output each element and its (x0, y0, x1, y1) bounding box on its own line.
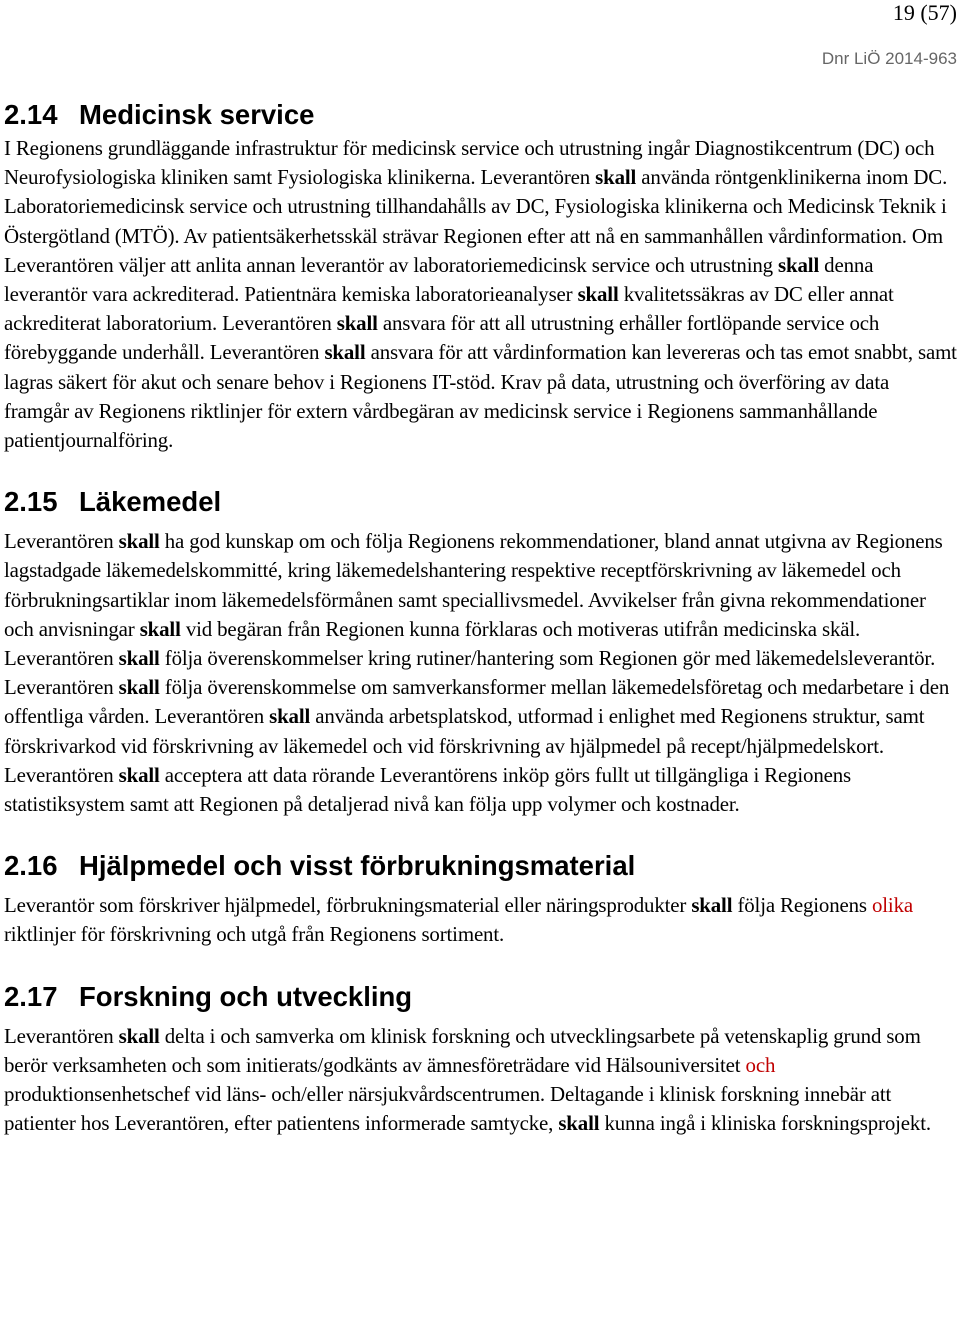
highlighted-text: och (745, 1052, 776, 1077)
paragraph-text: använda röntgenklinikerna inom DC. Laboratoriemedicinsk service och utrustning tillhandahålls av DC, Fysiologiska klinikerna och Medicinsk Teknik i Östergötland (MTÖ). Av patientsäkerhetsskäl strävar Regionen efter att nå en sammanhållen vårdinformation. Om Leverantören väljer att anlita annan leverantör av laboratoriemedicinsk service och utrustning (4, 165, 948, 277)
emphasis-text: skall (558, 1111, 600, 1136)
paragraph-text: I Regionens grundläggande infrastruktur för medicinsk service och utrustning ingår Diagnostikcentrum (DC) och Neurofysiologiska kliniken samt Fysiologiska klinikerna. Leverantören (4, 136, 935, 190)
emphasis-text: skall (577, 282, 619, 307)
section-paragraph (4, 1022, 958, 1139)
emphasis-text: skall (778, 252, 820, 277)
paragraph-text: använda arbetsplatskod, utformad i enlighet med Regionens struktur, samt förskrivarkod vid förskrivning av läkemedel och vid förskrivning av hjälpmedel på recept/hjälpmedelskort. Leverantören (4, 704, 925, 787)
emphasis-text: skall (118, 762, 160, 787)
section-title: Forskning och utveckling (79, 980, 413, 1012)
document-reference: Dnr LiÖ 2014-963 (821, 49, 957, 68)
section-paragraph (4, 134, 958, 455)
paragraph-text: acceptera att data rörande Leverantörens inköp görs fullt ut tillgängliga i Regionens statistiksystem samt att Regionen på detaljerad nivå kan följa upp volymer och kostnader. (4, 762, 852, 817)
document-body (4, 96, 958, 1138)
paragraph-text: ha god kunskap om och följa Regionens rekommendationer, bland annat utgivna av Regionens lagstadgade läkemedelskommitté, kring läkemedelshantering respektive receptförskrivning av läkemedel och förbrukningsartiklar inom läkemedelsförmånen samt speciallivsmedel. Avvikelser från givna rekommendationer och anvisningar (4, 529, 943, 641)
emphasis-text: skall (118, 529, 160, 554)
emphasis-text: skall (269, 704, 311, 729)
paragraph-text: riktlinjer för förskrivning och utgå från Regionens sortiment. (4, 922, 505, 947)
section-hjalpmedel (4, 847, 958, 949)
section-title: Medicinsk service (79, 99, 315, 130)
section-title: Hjälpmedel och visst förbrukningsmaterial (79, 850, 636, 882)
emphasis-text: skall (336, 311, 378, 336)
section-heading (4, 847, 958, 885)
paragraph-text: följa Regionens (732, 893, 872, 918)
emphasis-text: skall (118, 1023, 160, 1048)
section-heading (4, 978, 958, 1016)
emphasis-text: skall (139, 616, 181, 641)
section-title: Läkemedel (79, 486, 222, 518)
paragraph-text: Leverantören (4, 529, 119, 554)
paragraph-text: kunna ingå i kliniska forskningsprojekt. (599, 1111, 931, 1136)
section-paragraph (4, 891, 958, 949)
paragraph-text: Leverantör som förskriver hjälpmedel, förbrukningsmaterial eller näringsprodukter (4, 893, 692, 918)
section-number: 2.17 (4, 980, 58, 1012)
paragraph-text: produktionsenhetschef vid läns- och/eller närsjukvårdscentrumen. Deltagande i klinisk forskning innebär att patienter hos Leverantören, efter patientens informerade samtycke, (4, 1082, 892, 1136)
paragraph-text: ansvara för att all utrustning erhåller fortlöpande service och förebyggande underhåll. Leverantören (4, 311, 880, 365)
paragraph-text: följa överenskommelser kring rutiner/hantering som Regionen gör med läkemedelsleverantör. Leverantören (4, 646, 936, 700)
section-forskning (4, 978, 958, 1139)
section-medicinsk-service (4, 96, 958, 455)
emphasis-text: skall (118, 646, 160, 671)
section-heading (4, 96, 958, 134)
section-lakemedel (4, 483, 958, 819)
paragraph-text: kvalitetssäkras av DC eller annat ackrediterat laboratorium. Leverantören (4, 282, 894, 336)
section-paragraph (4, 527, 958, 819)
emphasis-text: skall (595, 165, 637, 190)
emphasis-text: skall (118, 675, 160, 700)
highlighted-text: olika (871, 893, 914, 918)
paragraph-text: ansvara för att vårdinformation kan levereras och tas emot snabbt, samt lagras säkert för akut och senare behov i Regionens IT-stöd. Krav på data, utrustning och överföring av data framgår av Regionens riktlinjer för extern vårdbegäran av medicinsk service i Regionens sammanhållande patientjournalföring. (4, 340, 957, 453)
section-number: 2.16 (4, 850, 58, 882)
section-number: 2.15 (4, 486, 58, 518)
section-number: 2.14 (4, 99, 58, 130)
emphasis-text: skall (691, 893, 733, 918)
paragraph-text: följa överenskommelse om samverkansformer mellan läkemedelsföretag och medarbetare i den offentliga vården. Leverantören (4, 675, 950, 729)
section-heading (4, 483, 958, 521)
emphasis-text: skall (324, 340, 366, 365)
paragraph-text: delta i och samverka om klinisk forskning och utvecklingsarbete på vetenskaplig grund som berör verksamheten och som initierats/godkänts av ämnesföreträdare vid Hälsouniversitet (4, 1023, 921, 1077)
page-number: 19 (57) (892, 0, 957, 25)
paragraph-text: vid begäran från Regionen kunna förklaras och motiveras utifrån medicinska skäl. Leverantören (4, 616, 861, 671)
paragraph-text: denna leverantör vara ackrediterad. Patientnära kemiska laboratorieanalyser (4, 252, 874, 307)
paragraph-text: Leverantören (4, 1023, 119, 1048)
